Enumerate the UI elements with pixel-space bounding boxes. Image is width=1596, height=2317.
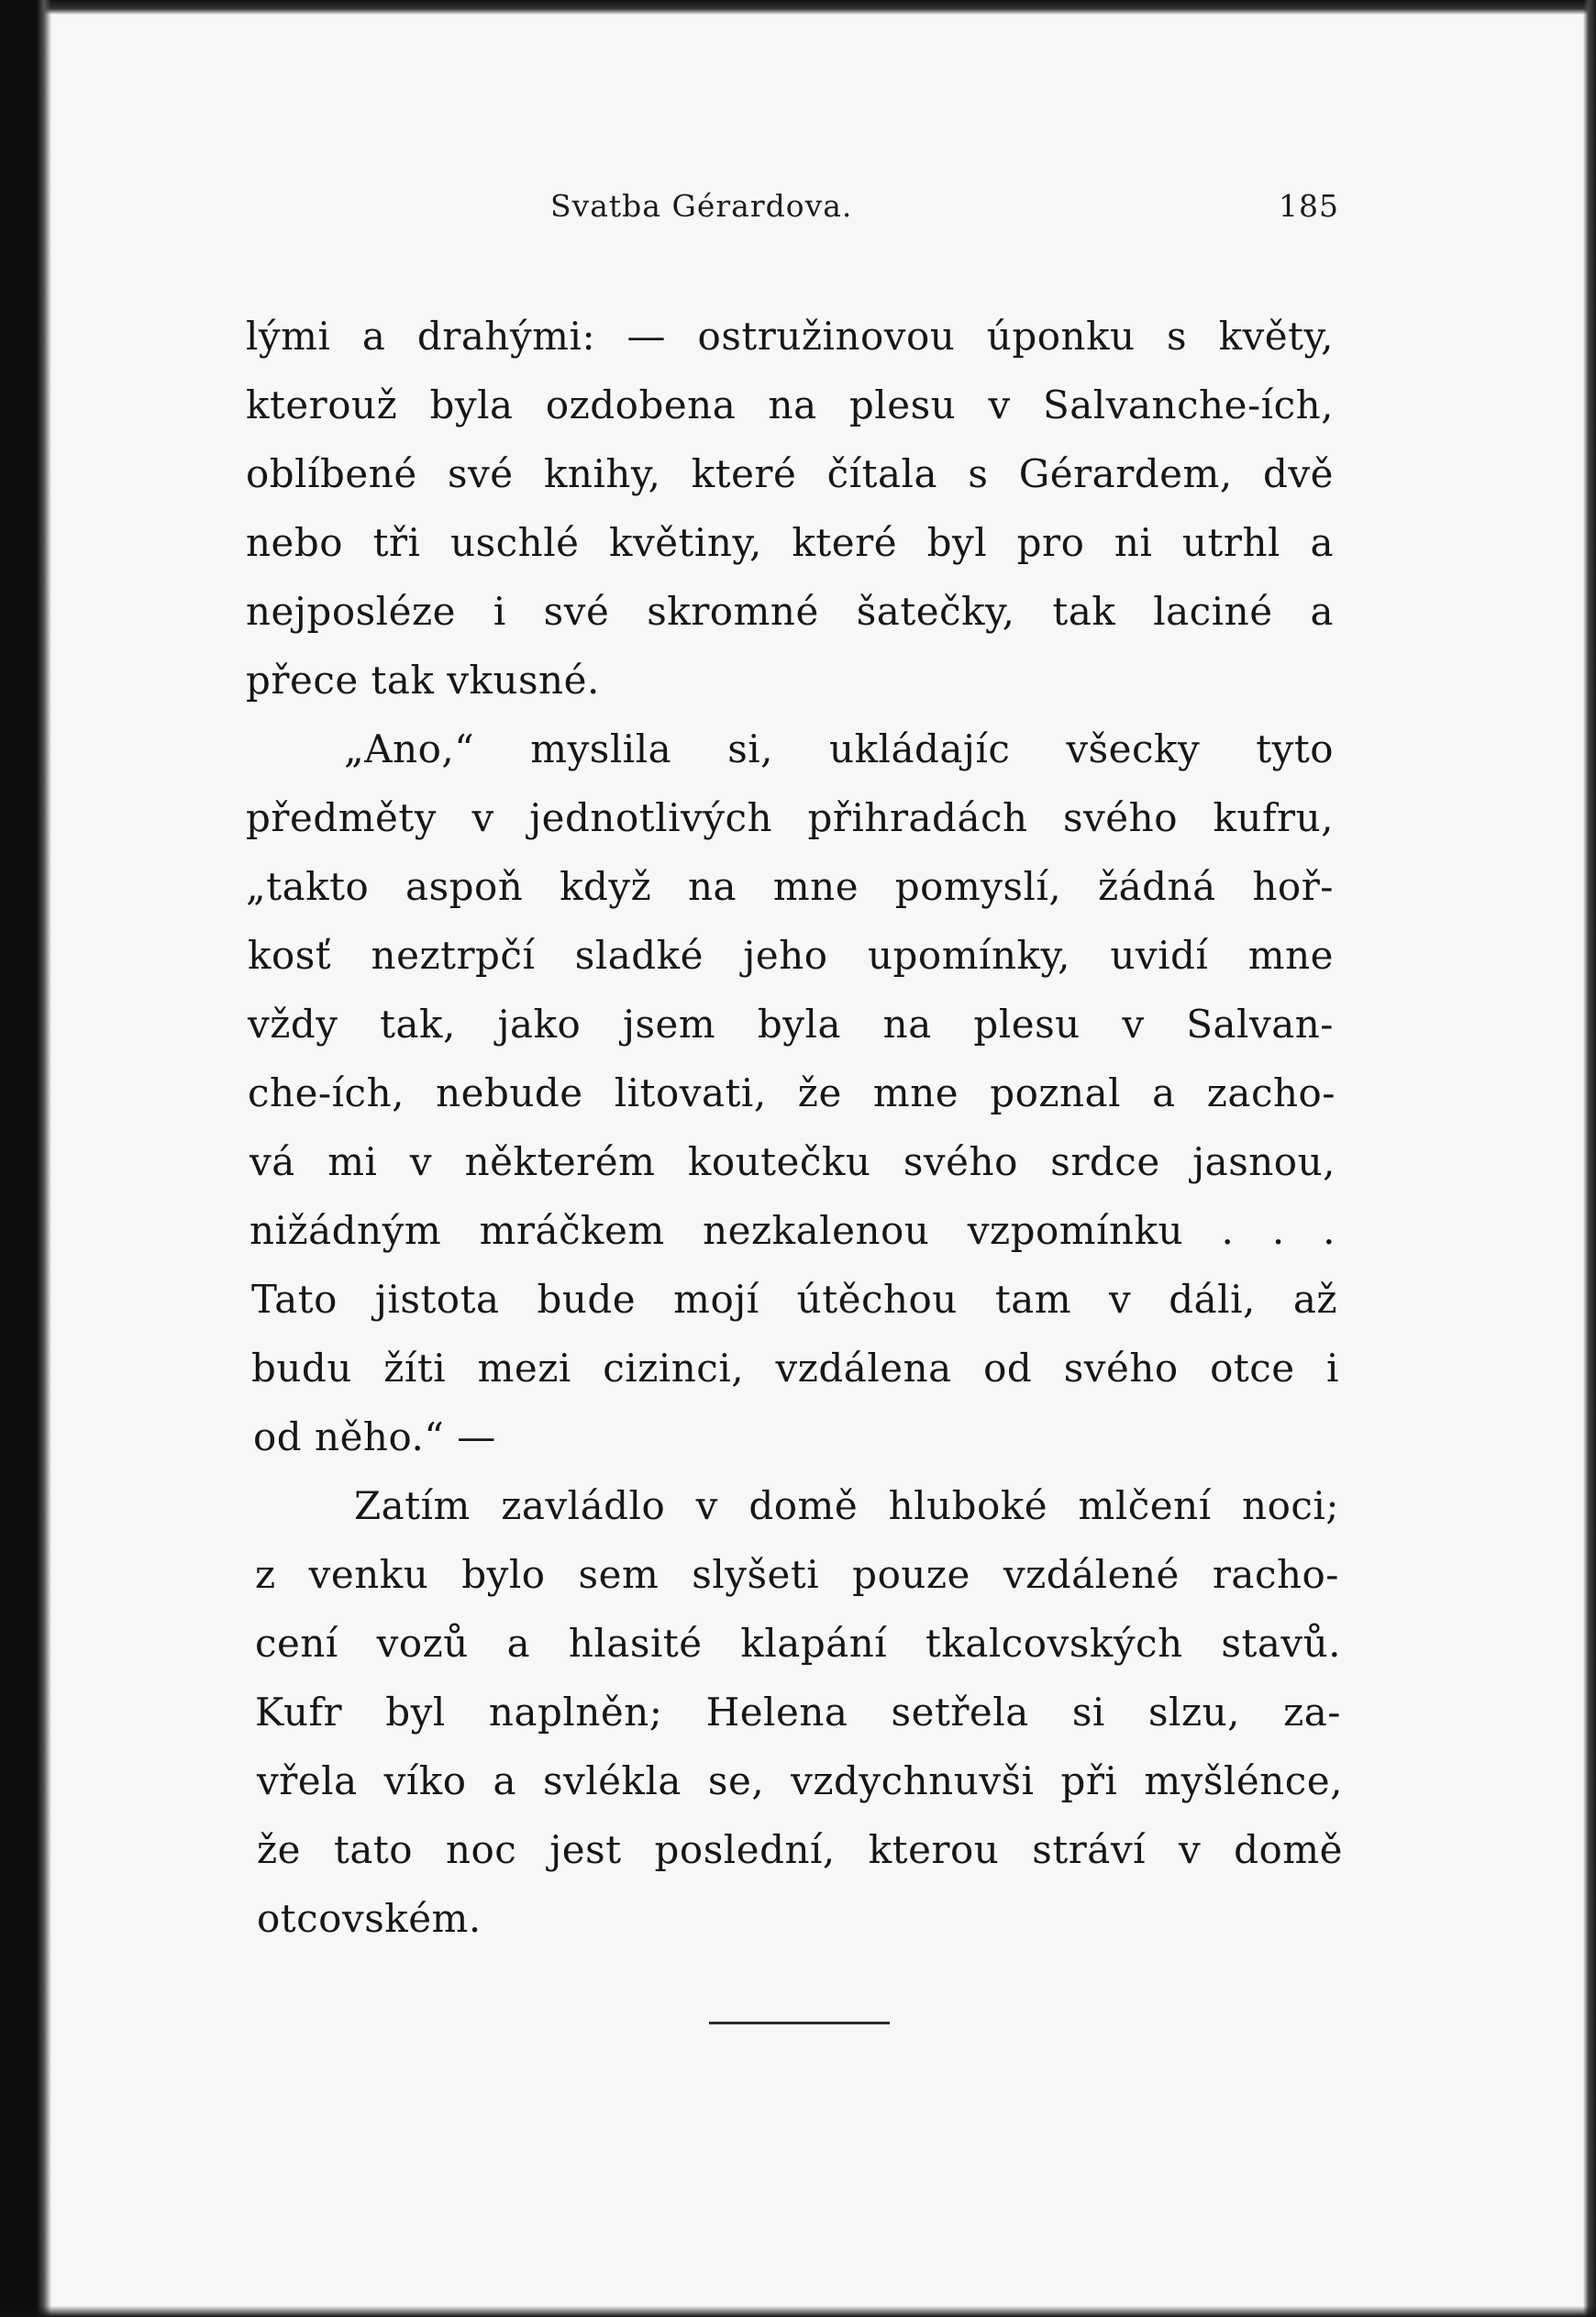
end-divider — [709, 2022, 890, 2024]
text-line: přece tak vkusné. — [246, 658, 600, 703]
text-line: z venku bylo sem slyšeti pouze vzdálené racho- — [255, 1552, 1339, 1597]
text-line: „takto aspoň když na mne pomyslí, žádná hoř- — [246, 864, 1334, 909]
text-line: budu žíti mezi cizinci, vzdálena od svého otce i — [251, 1346, 1339, 1391]
text-line: che-ích, nebude litovati, že mne poznal a zacho- — [248, 1070, 1336, 1115]
text-line: Zatím zavládlo v domě hluboké mlčení noci; — [354, 1483, 1339, 1528]
text-line: vřela víko a svlékla se, vzdychnuvši při myšlénce, — [257, 1758, 1343, 1803]
text-line: od něho.“ — — [253, 1414, 496, 1459]
text-line: Kufr byl naplněn; Helena setřela si slzu, za- — [255, 1690, 1341, 1735]
text-line: nebo tři uschlé květiny, které byl pro ni utrhl a — [246, 520, 1334, 565]
text-line: „Ano,“ myslila si, ukládajíc všecky tyto — [344, 726, 1334, 771]
running-title: Svatba Gérardova. — [550, 188, 853, 224]
text-line: kosť neztrpčí sladké jeho upomínky, uvidí mne — [248, 933, 1334, 978]
text-line: Tato jistota bude mojí útěchou tam v dáli, až — [251, 1277, 1337, 1322]
text-line: cení vozů a hlasité klapání tkalcovských stavů. — [255, 1621, 1341, 1666]
text-line: nižádným mráčkem nezkalenou vzpomínku . . . — [249, 1208, 1336, 1253]
text-line: vá mi v některém koutečku svého srdce jasnou, — [249, 1139, 1336, 1184]
text-line: předměty v jednotlivých přihradách svého kufru, — [246, 795, 1334, 840]
text-line: kterouž byla ozdobena na plesu v Salvanche-ích, — [246, 382, 1334, 427]
text-line: vždy tak, jako jsem byla na plesu v Salvan- — [248, 1002, 1334, 1047]
page-number: 185 — [1279, 188, 1339, 224]
text-line: že tato noc jest poslední, kterou stráví v domě — [257, 1827, 1343, 1872]
text-line: lými a drahými: — ostružinovou úponku s květy, — [246, 314, 1334, 359]
text-line: nejposléze i své skromné šatečky, tak laciné a — [246, 589, 1334, 634]
text-line: oblíbené své knihy, které čítala s Gérardem, dvě — [246, 451, 1334, 496]
text-line: otcovském. — [257, 1896, 482, 1941]
